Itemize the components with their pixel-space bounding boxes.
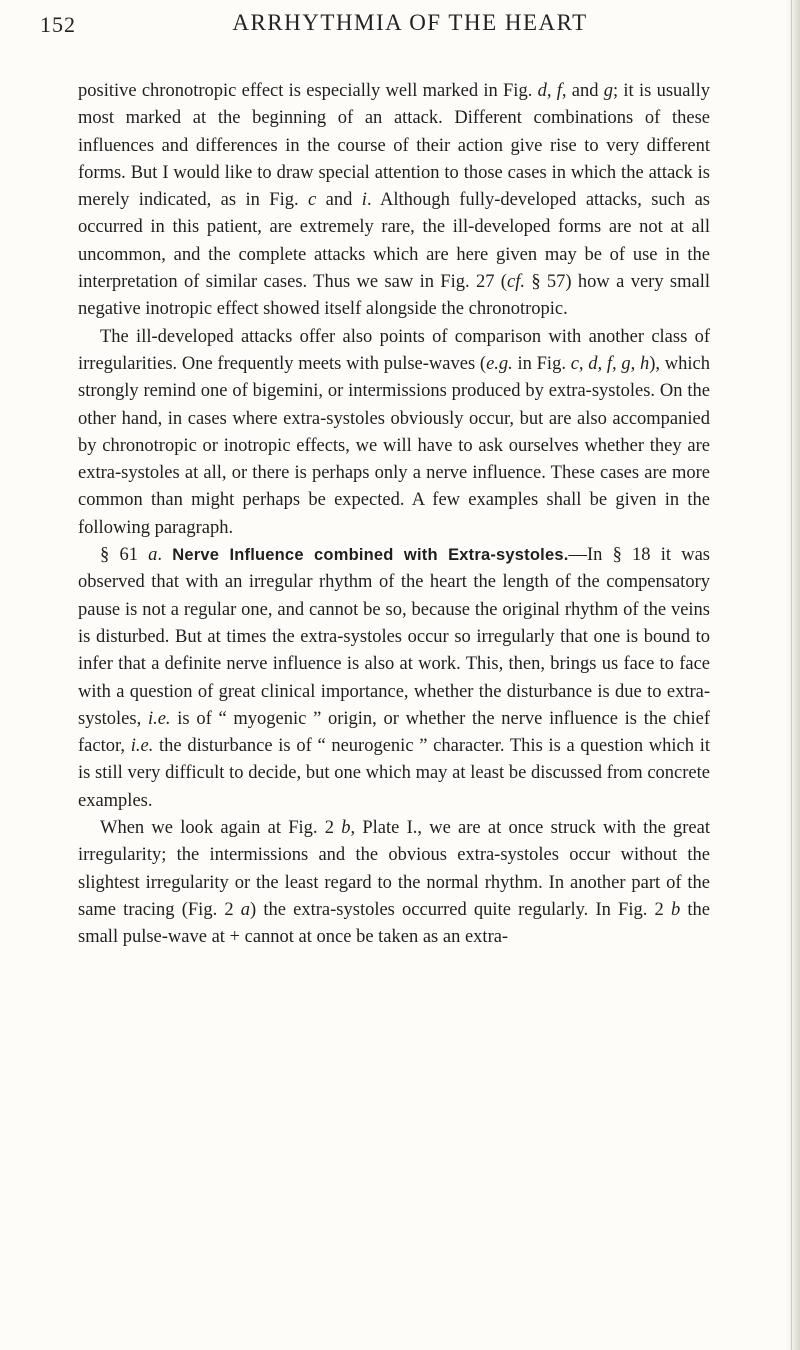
italic-text: e.g. <box>486 353 513 374</box>
text-run: in Fig. <box>512 353 571 374</box>
text-run: The ill-developed attacks offer also points of comparison with another class of irregularities. One frequently meets with pulse-waves ( <box>78 326 710 374</box>
paragraph <box>78 542 710 815</box>
text-run: the disturbance is of “ neurogenic ” character. This is a question which it is still very difficult to decide, but one which may at least be discussed from concrete examples. <box>78 736 710 811</box>
text-run: positive chronotropic effect is especially well marked in Fig. <box>78 81 538 101</box>
text-run: . Although fully-developed attacks, such as occurred in this patient, are extremely rare, the ill-developed forms are not at all uncommon, and the complete attacks which are here given may be of use in the interpretation of similar cases. Thus we saw in Fig. 27 ( <box>78 190 710 293</box>
italic-text: i.e. <box>147 708 171 729</box>
section-heading: Nerve Influence combined with Extra-systoles. <box>172 546 569 565</box>
text-run: , Plate I., we are at once struck with the great irregularity; the intermissions and the obvious extra-systoles occur without the slightest irregularity or the least regard to the normal rhythm. In another part of the same tracing (Fig. 2 <box>78 818 710 920</box>
text-run: ; it is usually most marked at the beginning of an attack. Different combinations of these influences and differences in the course of their action give rise to very different forms. But I would like to draw special attention to those cases in which the attack is merely indicated, as in Fig. <box>78 81 711 211</box>
italic-text: i.e. <box>130 736 154 757</box>
page-edge-shadow <box>786 0 800 1350</box>
text-run: is of “ myogenic ” origin, or whether the nerve influence is the chief factor, <box>78 708 710 757</box>
italic-text: a <box>240 899 251 920</box>
paragraph <box>78 78 710 324</box>
italic-text: b <box>341 818 351 839</box>
italic-text: cf. <box>506 272 525 293</box>
text-run: the small pulse-wave at + cannot at once be taken as an extra- <box>78 899 710 948</box>
italic-text: b <box>670 899 681 920</box>
text-run: § 61 <box>100 545 149 566</box>
page-edge-line <box>791 0 792 1350</box>
running-title: ARRHYTHMIA OF THE HEART <box>232 10 588 35</box>
text-run: —In § 18 it was observed that with an irregular rhythm of the heart the length of the compensatory pause is not a regular one, and cannot be so, because the original rhythm of the veins is disturbed. But at times the extra-systoles occur so irregularly that one is bound to infer that a definite nerve influence is also at work. This, then, brings us face to face with a question of great clinical importance, whether the disturbance is due to extra-systoles, <box>78 545 710 729</box>
running-head <box>40 6 740 40</box>
text-run: and <box>566 81 604 101</box>
italic-text: a <box>148 545 158 566</box>
italic-text: d, f, <box>537 81 567 101</box>
italic-text: g <box>603 81 614 101</box>
text-run: ) the extra-systoles occurred quite regularly. In Fig. 2 <box>250 899 671 920</box>
paragraph <box>78 324 710 542</box>
italic-text: i <box>361 190 367 211</box>
paragraph <box>78 815 710 951</box>
text-run: When we look again at Fig. 2 <box>100 818 342 839</box>
text-run: and <box>316 190 362 211</box>
body-text <box>78 78 710 952</box>
italic-text: c, d, f, g, h <box>570 353 650 374</box>
text-run: ), which strongly remind one of bigemini, or intermissions produced by extra-systoles. On the other hand, in cases where extra-systoles obviously occur, but are also accompanied by chronotropic or inotropic effects, we will have to ask ourselves whether they are extra-systoles at all, or there is perhaps only a nerve influence. These cases are more common than might perhaps be expected. A few examples shall be given in the following paragraph. <box>78 353 711 538</box>
page-number: 152 <box>40 12 76 37</box>
italic-text: c <box>308 190 317 211</box>
text-run: . <box>157 545 173 566</box>
text-run: § 57) how a very small negative inotropic effect showed itself alongside the chronotropic. <box>78 272 711 320</box>
